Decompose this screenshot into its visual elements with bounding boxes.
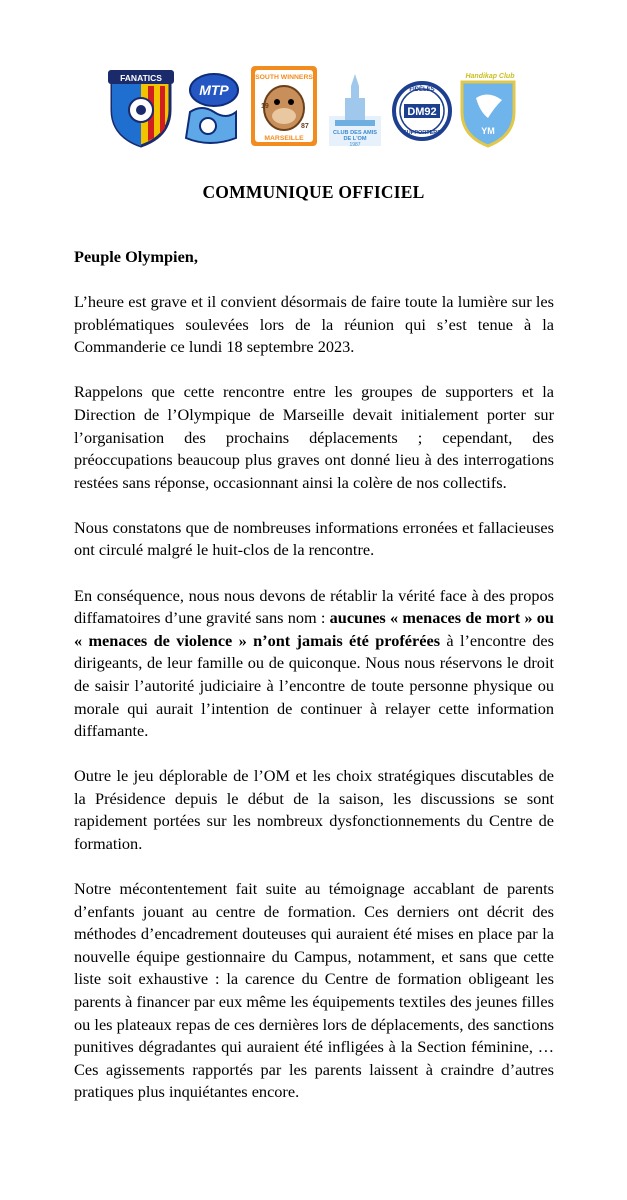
paragraph-4-rest: à l’encontre des dirigeants, de leur famille ou de quiconque. Nous nous réservons le droit de saisir l’autorité judiciaire à l’encontre de toute personne physique ou morale qui aurait l’intention de continuer à relayer cette information diffamante. bbox=[74, 630, 554, 741]
fanatics-logo bbox=[108, 68, 174, 148]
salutation: Peuple Olympien, bbox=[74, 247, 198, 266]
south-winners-year-right: 87 bbox=[300, 123, 309, 130]
svg-text:MARSEILLE: MARSEILLE bbox=[264, 135, 304, 142]
paragraph-2: Rappelons que cette rencontre entre les groupes de supporters et la Direction de l’Olympique de Marseille devait initialement porter sur l’organisation des prochains déplacements ; cependant, des préoccupations beaucoup plus graves ont donné lieu à des interrogations restées sans réponse, occasionnant ainsi la colère de nos collectifs. bbox=[74, 382, 554, 492]
south-winners-logo bbox=[249, 64, 319, 148]
club-des-amis-year: 1987 bbox=[349, 142, 361, 148]
handikap-club-logo bbox=[458, 68, 518, 148]
paragraph-4 bbox=[74, 585, 554, 743]
paragraph-6: Notre mécontentement fait suite au témoignage accablant de parents d’enfants jouant au centre de formation. Ces derniers ont décrit des méthodes d’encadrement douteuses qui auraient été mises en place par la nouvelle équipe gestionnaire du Campus, notamment, et sans que cette liste soit exhaustive : la carence du Centre de formation obligeant les parents à financer par eux même les équipements textiles des jeunes filles ou les plateaux repas de ces dernières lors de déplacements, des sanctions punitives dégradantes qui auraient été infligées à la Section féminine, … Ces agissements rapportés par les parents laissent à craindre d’autres pratiques plus inquiétantes encore. bbox=[74, 879, 554, 1102]
document-title: COMMUNIQUE OFFICIEL bbox=[202, 182, 425, 202]
dm92-logo bbox=[392, 74, 452, 148]
letter-body bbox=[74, 246, 554, 1127]
handikap-club-mark: YM bbox=[481, 126, 495, 136]
svg-text:CLUB DES AMIS: CLUB DES AMIS bbox=[333, 130, 378, 136]
fanatics-logo-text: FANATICS bbox=[120, 73, 162, 83]
paragraph-3: Nous constatons que de nombreuses informations erronées et fallacieuses ont circulé malgré le huit-clos de la rencontre. bbox=[74, 517, 554, 560]
club-des-amis-logo bbox=[325, 70, 385, 148]
mtp-logo bbox=[180, 68, 242, 148]
paragraph-4-intro: En conséquence, nous nous devons de rétablir la vérité face à des propos diffamatoires d’une gravité sans nom : bbox=[74, 585, 554, 628]
paragraph-4-emphasis: aucunes « menaces de mort » ou « menaces de violence » n’ont jamais été proférées bbox=[74, 608, 554, 650]
svg-text:SUPPORTERS: SUPPORTERS bbox=[402, 130, 441, 136]
dm92-logo-text: DM92 bbox=[406, 106, 437, 118]
paragraph-5: Outre le jeu déplorable de l’OM et les choix stratégiques discutables de la Présidence depuis le début de la saison, les discussions se sont rapidement portées sur les nombreux dysfonctionnements du Centre de formation. bbox=[74, 766, 554, 853]
svg-text:SOUTH WINNERS: SOUTH WINNERS bbox=[254, 74, 313, 81]
paragraph-1: L’heure est grave et il convient désormais de faire toute la lumière sur les problématiques soulevées lors de la réunion qui s’est tenue à la Commanderie ce lundi 18 septembre 2023. bbox=[74, 292, 554, 357]
svg-text:FIDÈLES: FIDÈLES bbox=[408, 87, 435, 93]
supporter-logos-row bbox=[108, 64, 518, 148]
svg-text:DE L'OM: DE L'OM bbox=[343, 136, 367, 142]
south-winners-year-left: 19 bbox=[260, 103, 269, 110]
handikap-club-text: Handikap Club bbox=[465, 73, 515, 80]
mtp-logo-text: MTP bbox=[199, 82, 230, 98]
